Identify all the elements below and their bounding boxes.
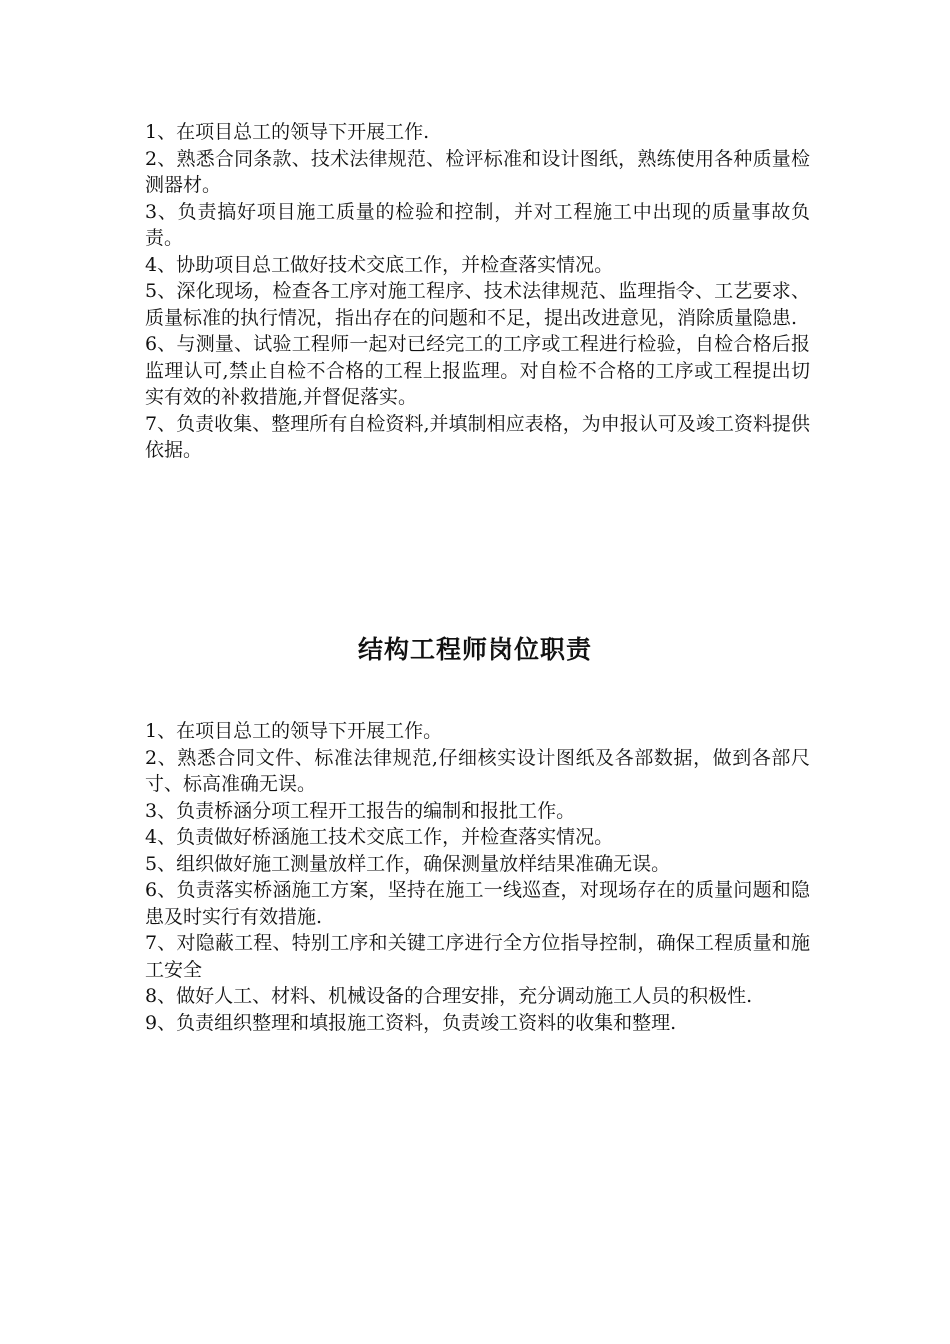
duty-item-3: 3、负责桥涵分项工程开工报告的编制和报批工作。 bbox=[145, 799, 576, 822]
duty-list-quality-engineer bbox=[145, 119, 810, 464]
duty-item-2: 2、熟悉合同文件、标准法律规范,仔细核实设计图纸及各部数据，做到各部尺寸、标高准确无误。 bbox=[145, 746, 810, 795]
duty-item-4: 4、协助项目总工做好技术交底工作，并检查落实情况。 bbox=[145, 253, 614, 276]
duty-item-6: 6、负责落实桥涵施工方案，坚持在施工一线巡查，对现场存在的质量问题和隐患及时实行有效措施. bbox=[145, 879, 810, 928]
duty-item-6: 6、与测量、试验工程师一起对已经完工的工序或工程进行检验，自检合格后报监理认可,禁止自检不合格的工程上报监理。对自检不合格的工序或工程提出切实有效的补救措施,并督促落实。 bbox=[145, 333, 810, 408]
duty-item-1: 1、在项目总工的领导下开展工作。 bbox=[145, 720, 443, 742]
duty-item-3: 3、负责搞好项目施工质量的检验和控制，并对工程施工中出现的质量事故负责。 bbox=[145, 200, 810, 249]
duty-item-5: 5、深化现场，检查各工序对施工程序、技术法律规范、监理指令、工艺要求、质量标准的执行情况，指出存在的问题和不足，提出改进意见，消除质量隐患. bbox=[145, 280, 810, 329]
duty-item-9: 9、负责组织整理和填报施工资料，负责竣工资料的收集和整理. bbox=[145, 1011, 677, 1034]
section-title: 结构工程师岗位职责 bbox=[357, 635, 592, 664]
duty-item-7: 7、对隐蔽工程、特别工序和关键工序进行全方位指导控制，确保工程质量和施工安全 bbox=[145, 932, 810, 981]
duty-item-7: 7、负责收集、整理所有自检资料,并填制相应表格，为申报认可及竣工资料提供依据。 bbox=[145, 412, 810, 461]
duty-item-1: 1、在项目总工的领导下开展工作. bbox=[145, 121, 430, 143]
duty-item-2: 2、熟悉合同条款、技术法律规范、检评标准和设计图纸，熟练使用各种质量检测器材。 bbox=[145, 147, 810, 196]
duty-item-8: 8、做好人工、材料、机械设备的合理安排，充分调动施工人员的积极性. bbox=[145, 985, 753, 1007]
duty-list-structural-engineer bbox=[145, 718, 810, 1036]
duty-item-5: 5、组织做好施工测量放样工作，确保测量放样结果准确无误。 bbox=[145, 852, 671, 875]
duty-item-4: 4、负责做好桥涵施工技术交底工作，并检查落实情况。 bbox=[145, 826, 614, 848]
